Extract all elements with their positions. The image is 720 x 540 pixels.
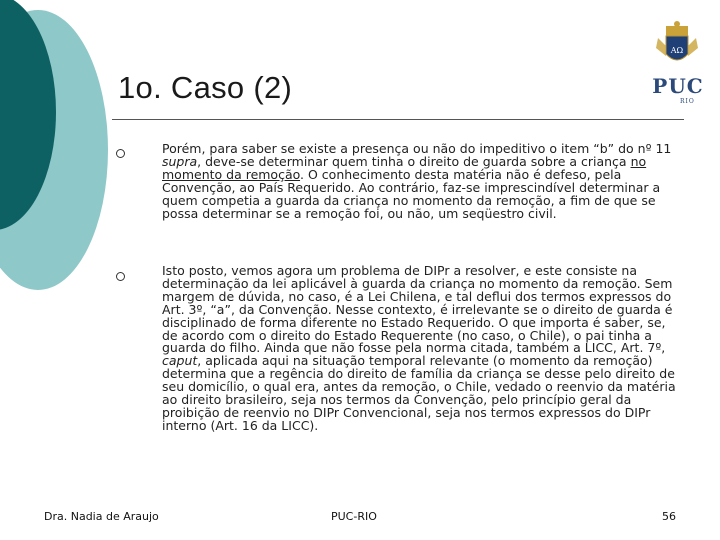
footer-center: PUC-RIO [331, 510, 377, 523]
crest-icon [644, 20, 710, 76]
decorative-teal-shapes [0, 0, 110, 300]
page-number: 56 [662, 510, 676, 523]
bullet-circle-icon [116, 272, 125, 281]
crest-motto: AΩ [670, 46, 684, 55]
bullet-paragraph-2: Isto posto, vemos agora um problema de DIPr a resolver, e este consiste na determinação da lei aplicável à guarda da criança no momento da remoção. Sem margem de dúvida, no caso, é a Lei Chilena, e tal deflui dos termos expressos do Art. 3º, “a”, da Convenção. Nesse contexto, é irrelevante se o direito de guarda é disciplinado de forma diferente no Estado Requerido. O que importa é saber, se, de acordo com o direito do Estado Requerente (no caso, o Chile), o pai tinha a guarda do filho. Ainda que não fosse pela norma citada, também a LICC, Art. 7º, caput, aplicada aqui na situação temporal relevante (o momento da remoção) determina que a regência do direito de família da criança se desse pelo direito de seu domicílio, o qual era, antes da remoção, o Chile, vedado o reenvio da matéria ao direito brasileiro, seja nos termos da Convenção, pelo princípio geral da proibição de reenvio no DIPr Convencional, seja nos termos expressos do DIPr interno (Art. 16 da LICC). [162, 263, 676, 433]
logo-text: PUC [652, 74, 704, 98]
footer-author: Dra. Nadia de Araujo [44, 510, 159, 523]
slide-title: 1o. Caso (2) [118, 70, 293, 105]
bullet-circle-icon [116, 149, 125, 158]
logo-subtext: RIO [680, 98, 695, 105]
title-divider [112, 119, 684, 120]
bullet-paragraph-1: Porém, para saber se existe a presença ou não do impeditivo o item “b” do nº 11 supra, deve-se determinar quem tinha o direito de guarda sobre a criança no momento da remoção. O conhecimento desta matéria não é defeso, pela Convenção, ao País Requerido. Ao contrário, faz-se imprescindível determinar a quem competia a guarda da criança no momento da remoção, a fim de que se possa determinar se a remoção foi, ou não, um seqüestro civil. [162, 141, 672, 221]
puc-rio-logo [644, 20, 710, 108]
